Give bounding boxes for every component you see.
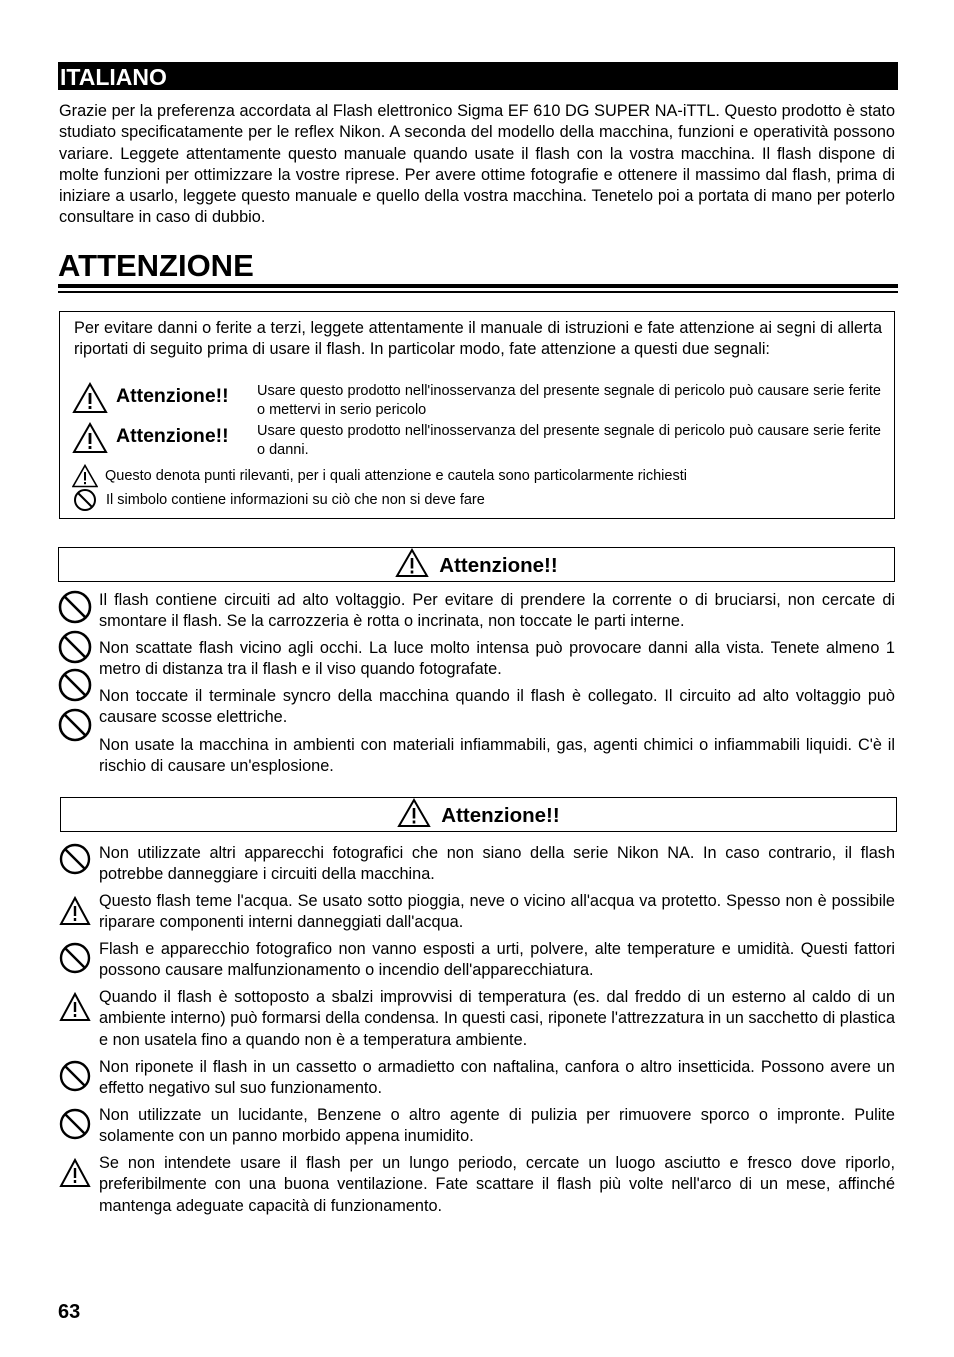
intro-paragraph: Grazie per la preferenza accordata al Flash elettronico Sigma EF 610 DG SUPER NA-iTTL. Questo prodotto è stato studiato specificatamente per le reflex Nikon. A seconda del modello della macchina, funzioni e operatività possono variare. Leggete attentamente questo manuale quando usate il flash con la vostra macchina. Il flash dispone di molte funzioni per ottimizzare la vostre riprese. Per avere ottime fotografie e ottenere il massimo dal flash, prima di iniziare a usarlo, leggete questo manuale e quello della vostra macchina. Tenetelo poi a portata di mano per poterlo consultare in caso di dubbio.: [59, 102, 895, 227]
page-number: 63: [58, 1301, 81, 1323]
prohibited-icon: [59, 843, 91, 880]
page-title: ATTENZIONE: [58, 248, 254, 283]
title-rule-thick: [58, 284, 898, 288]
language-header: ITALIANO: [58, 62, 898, 90]
warning-section-header: [60, 797, 897, 832]
warning-triangle-icon: [72, 422, 108, 459]
warning-triangle-icon: [397, 798, 431, 834]
signal-label: Attenzione!!: [116, 425, 229, 447]
warning-section-header: [58, 547, 895, 582]
legend-caution-text: Questo denota punti rilevanti, per i quali attenzione e cautela sono particolarmente richiesti: [105, 468, 687, 484]
caution-item: Non utilizzate un lucidante, Benzene o altro agente di pulizia per rimuovere sporco o impronte. Pulite solamente con un panno morbido appena inumidito.: [99, 1106, 895, 1146]
prohibited-icon: [59, 1060, 91, 1097]
caution-icon: [59, 992, 91, 1027]
warning-triangle-icon: [72, 382, 108, 419]
signal-description: Usare questo prodotto nell'inosservanza del presente segnale di pericolo può causare serie ferite o mettervi in serio pericolo: [257, 383, 881, 418]
warning-triangle-icon: [395, 548, 429, 584]
title-rule-thin: [58, 291, 898, 293]
prohibited-icon: [59, 1108, 91, 1145]
caution-icon: [59, 896, 91, 931]
caution-item: Non riponete il flash in un cassetto o armadietto con naftalina, canfora o altro insetticida. Possono avere un effetto negativo sul suo funzionamento.: [99, 1058, 895, 1098]
signal-row: [72, 422, 884, 458]
prohibited-icon: [58, 590, 92, 629]
signal-label: Attenzione!!: [116, 385, 229, 407]
notice-text: Per evitare danni o ferite a terzi, leggete attentamente il manuale di istruzioni e fate attenzione ai segni di allerta riportati di seguito prima di usare il flash. In particolar modo, fate attenzione a questi due segnali:: [74, 319, 882, 358]
caution-item: Se non intendete usare il flash per un lungo periodo, cercate un luogo asciutto e fresco dove riporlo, preferibilmente con una buona ventilazione. Fate scattare il flash più volte nell'arco di un mese, affinché mantenga adeguate capacità di funzionamento.: [99, 1154, 895, 1215]
warning-item: Il flash contiene circuiti ad alto voltaggio. Per evitare di prendere la corrente o di bruciarsi, non cercate di smontare il flash. Se la carrozzeria è rotta o incrinata, non toccate le parti interne.: [99, 591, 895, 631]
caution-item: Flash e apparecchio fotografico non vanno esposti a urti, polvere, alte temperature e umidità. Questi fattori possono causare malfunzionamento o incendio dell'apparecchiatura.: [99, 940, 895, 980]
caution-item: Non utilizzate altri apparecchi fotografici che non siano della serie Nikon NA. In caso contrario, il flash potrebbe danneggiare i circuiti della macchina.: [99, 844, 895, 884]
warning-item: Non usate la macchina in ambienti con materiali infiammabili, gas, agenti chimici o infiammabili liquidi. C'è il rischio di causare un'esplosione.: [99, 736, 895, 776]
caution-icon: [59, 1158, 91, 1193]
warning-item: Non scattate flash vicino agli occhi. La luce molto intensa può provocare danni alla vista. Tenete almeno 1 metro di distanza tra il flash e il viso quando fotografate.: [99, 639, 895, 679]
prohibited-icon: [59, 942, 91, 979]
notice-box: [59, 311, 895, 519]
caution-item: Questo flash teme l'acqua. Se usato sotto pioggia, neve o vicino all'acqua va protetto. Spesso non è possibile riparare componenti interni danneggiati dall'acqua.: [99, 892, 895, 932]
prohibited-icon: [72, 488, 98, 517]
section-title: Attenzione!!: [441, 803, 560, 827]
warning-item: Non toccate il terminale syncro della macchina quando il flash è collegato. Il circuito ad alto voltaggio può causare scosse elettriche.: [99, 687, 895, 727]
prohibited-icon: [58, 630, 92, 669]
signal-row: [72, 382, 884, 418]
caution-item: Quando il flash è sottoposto a sbalzi improvvisi di temperatura (es. dal freddo di un esterno al caldo di un ambiente interno) può formarsi della condensa. In questi casi, riponete l'attrezzatura in un sacchetto di plastica e non usatela fino a quando non è a temperatura ambiente.: [99, 988, 895, 1049]
prohibited-icon: [58, 708, 92, 747]
prohibited-icon: [58, 668, 92, 707]
section-title: Attenzione!!: [439, 553, 558, 577]
legend-prohibited-text: Il simbolo contiene informazioni su ciò che non si deve fare: [106, 492, 485, 508]
signal-description: Usare questo prodotto nell'inosservanza del presente segnale di pericolo può causare serie ferite o danni.: [257, 423, 881, 458]
